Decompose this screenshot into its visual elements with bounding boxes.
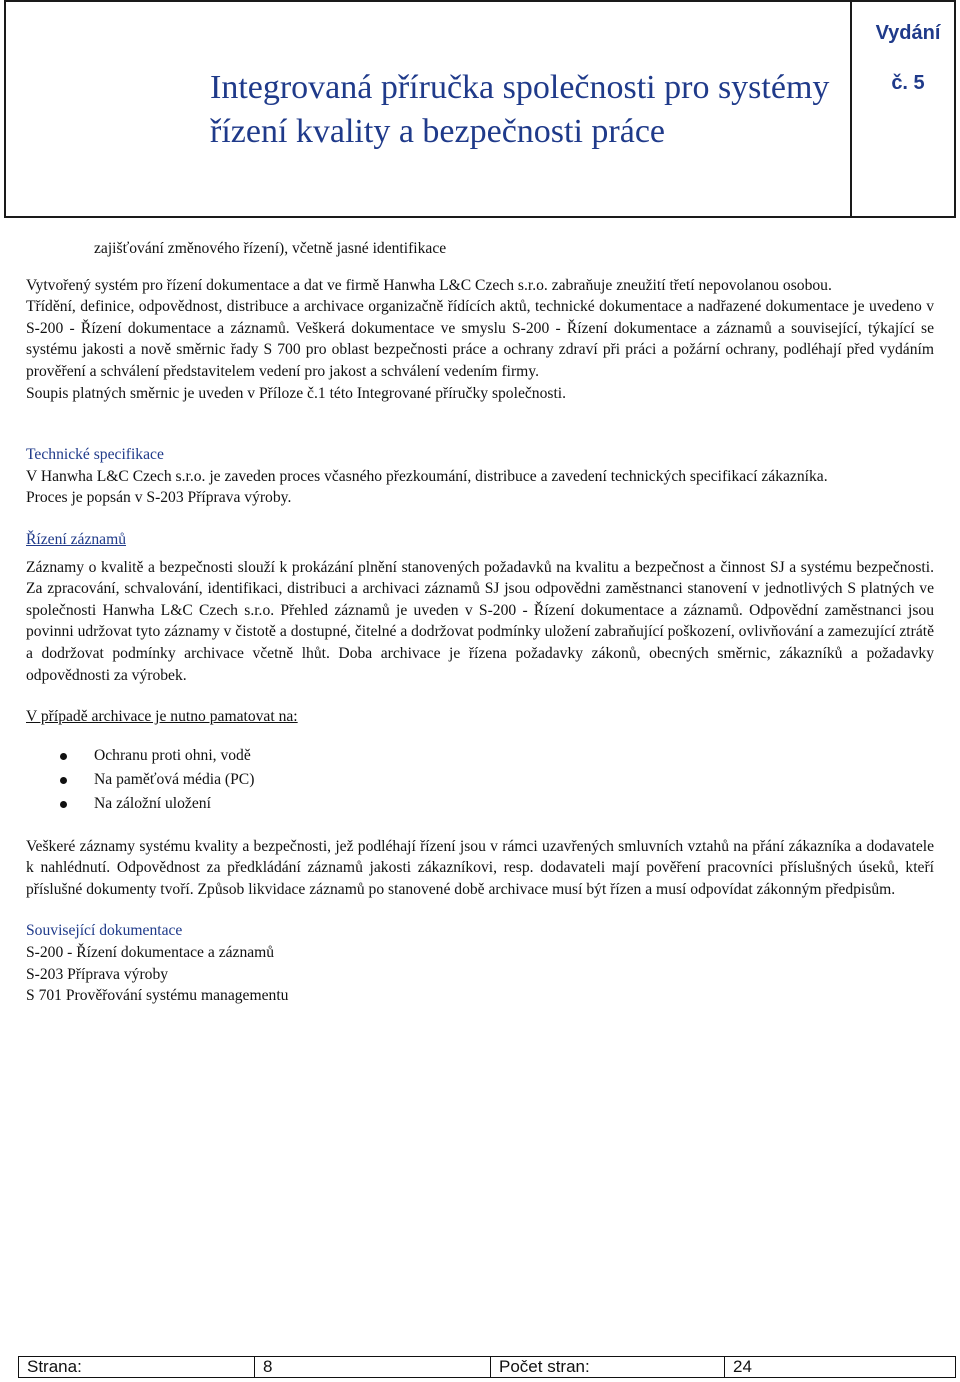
list-item: Ochranu proti ohni, vodě	[26, 744, 934, 768]
page-count-label: Počet stran:	[491, 1357, 725, 1377]
paragraph-sorting: Třídění, definice, odpovědnost, distribuce a archivace organizačně řídících aktů, technické dokumentace a nadřazené dokumentace je uvedeno v S-200 - Řízení dokumentace a záznamů. Veškerá dokumentace ve smyslu S-200 - Řízení dokumentace a záznamů a související, týkající se systému jakosti a nově směrnic řady S 700 pro oblast bezpečnosti práce a ochrany zdraví při práci a požární ochrany, podléhají před vydáním prověření a schválení představitelem vedení pro jakost a schválení vedením firmy.	[26, 298, 934, 380]
archive-list	[26, 744, 934, 816]
paragraph-directive-list: Soupis platných směrnic je uveden v Příloze č.1 této Integrované příručky společnosti.	[26, 384, 567, 402]
document-title: Integrovaná příručka společnosti pro systémy řízení kvality a bezpečnosti práce	[210, 69, 830, 150]
paragraph-document-system: Vytvořený systém pro řízení dokumentace a dat ve firmě Hanwha L&C Czech s.r.o. zabraňuje zneužití třetí nepovolanou osobou.	[26, 276, 832, 294]
page-number: 8	[255, 1357, 491, 1377]
paragraph-records: Záznamy o kvalitě a bezpečnosti slouží k prokázání plnění stanovených požadavků na kvalitu a bezpečnost a činnost SJ a systému bezpečnosti. Za zpracování, schvalování, identifikaci, distribuci a archivaci záznamů SJ jsou odpovědni zaměstnanci stanovení v jednotlivých S platných ve společnosti Hanwha L&C Czech s.r.o. Přehled záznamů je uveden v S-200 - Řízení dokumentace a záznamů. Odpovědní zaměstnanci jsou povinni udržovat tyto záznamy v čistotě a dostupné, čitelné a dodržovat podmínky uložení zabraňující poškození, ovlivňování a zamezující ztrátě a dodržovat podmínky archivace včetně lhůt. Doba archivace je řízena požadavky zákonů, obecných směrnic, zákazníků a požadavky odpovědnosti za výrobek.	[26, 558, 934, 684]
document-body	[26, 238, 934, 1007]
page-label: Strana:	[19, 1357, 255, 1377]
paragraph-change-control: zajišťování změnového řízení), včetně jasné identifikace	[94, 240, 447, 257]
related-doc-item: S-200 - Řízení dokumentace a záznamů	[26, 944, 275, 962]
page-footer	[18, 1356, 956, 1378]
section-heading-technical-specs: Technické specifikace	[26, 446, 164, 464]
edition-number: č. 5	[891, 72, 925, 94]
header-divider	[850, 2, 852, 218]
edition-label: Vydání	[875, 22, 941, 44]
archive-heading: V případě archivace je nutno pamatovat na:	[26, 708, 298, 726]
document-header	[4, 0, 956, 218]
section-heading-related-docs: Související dokumentace	[26, 922, 183, 940]
list-item: Na záložní uložení	[26, 792, 934, 816]
section-heading-records: Řízení záznamů	[26, 530, 127, 548]
paragraph-records-access: Veškeré záznamy systému kvality a bezpečnosti, jež podléhají řízení jsou v rámci uzavřených smluvních vztahů na přání zákazníka a dodavatele k nahlédnutí. Odpovědnost za předkládání záznamů jakosti zákazníkovi, resp. dodavateli mají pověření pracovníci příslušných úseků, kteří příslušné dokumenty tvoří. Způsob likvidace záznamů po stanovené době archivace musí být řízen a musí odpovídat zákonným předpisům.	[26, 837, 934, 898]
related-doc-item: S 701 Prověřování systému managementu	[26, 987, 289, 1005]
paragraph-process-reference: Proces je popsán v S-203 Příprava výroby.	[26, 489, 292, 507]
related-doc-item: S-203 Příprava výroby	[26, 965, 169, 983]
list-item: Na paměťová média (PC)	[26, 768, 934, 792]
paragraph-technical-specs: V Hanwha L&C Czech s.r.o. je zaveden proces včasného přezkoumání, distribuce a zavedení technických specifikací zákazníka.	[26, 467, 828, 485]
page-count: 24	[733, 1357, 752, 1376]
